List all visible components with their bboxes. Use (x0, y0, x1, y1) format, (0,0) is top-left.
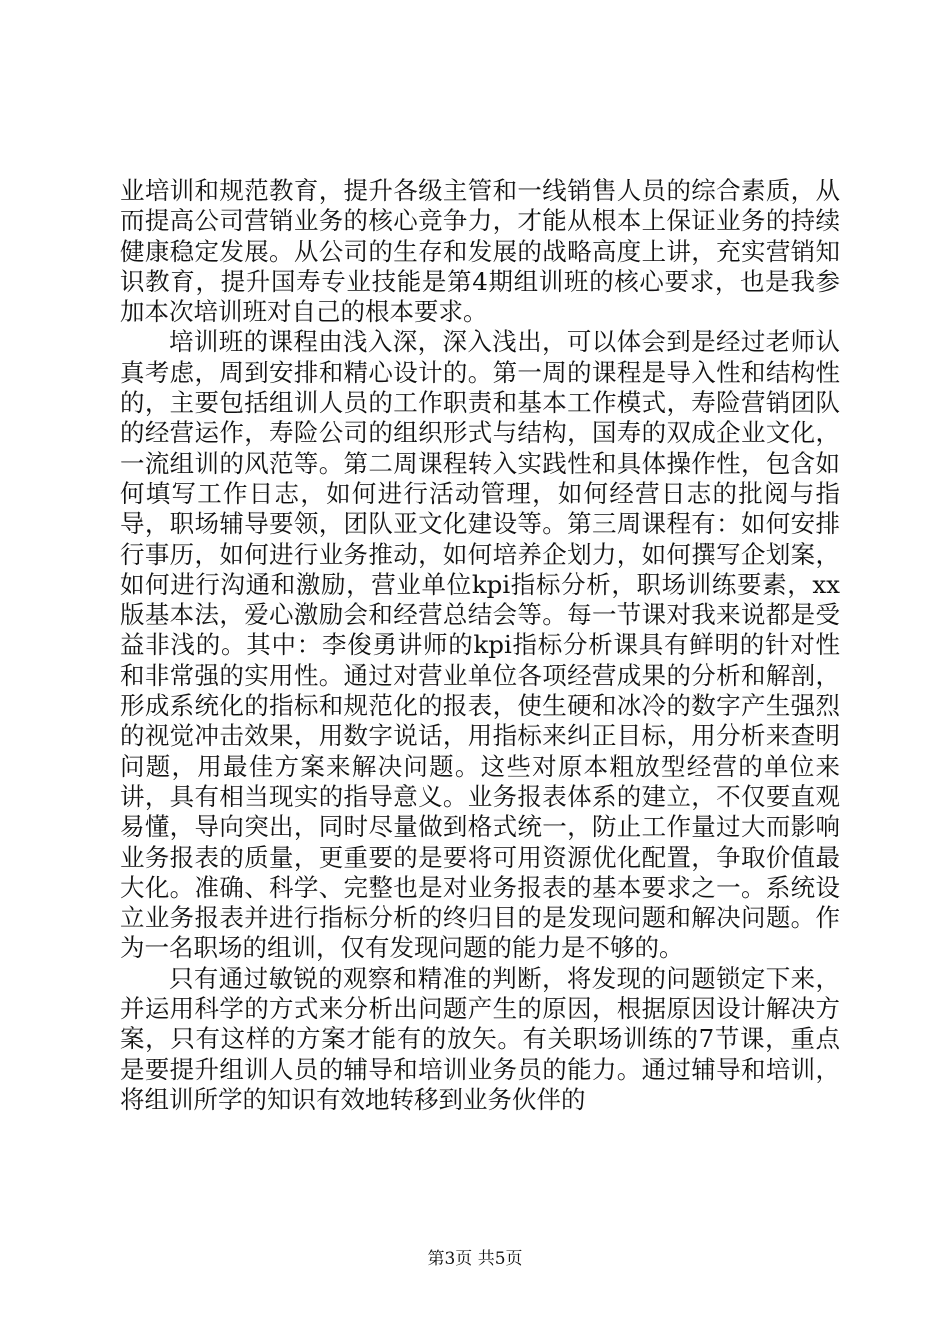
paragraph-continued: 业培训和规范教育，提升各级主管和一线销售人员的综合素质，从而提高公司营销业务的核心竞争力，才能从根本上保证业务的持续健康稳定发展。从公司的生存和发展的战略高度上讲，充实营销知识教育，提升国寿专业技能是第4期组训班的核心要求，也是我参加本次培训班对自己的根本要求。 (120, 176, 840, 327)
paragraph-analysis-training: 只有通过敏锐的观察和精准的判断，将发现的问题锁定下来，并运用科学的方式来分析出问题产生的原因，根据原因设计解决方案，只有这样的方案才能有的放矢。有关职场训练的7节课，重点是要提升组训人员的辅导和培训业务员的能力。通过辅导和培训，将组训所学的知识有效地转移到业务伙伴的 (120, 963, 840, 1114)
document-body (120, 176, 840, 1115)
page-footer: 第3页 共5页 (427, 1249, 523, 1269)
paragraph-course-content: 培训班的课程由浅入深，深入浅出，可以体会到是经过老师认真考虑，周到安排和精心设计的。第一周的课程是导入性和结构性的，主要包括组训人员的工作职责和基本工作模式，寿险营销团队的经营运作，寿险公司的组织形式与结构，国寿的双成企业文化，一流组训的风范等。第二周课程转入实践性和具体操作性，包含如何填写工作日志，如何进行活动管理，如何经营日志的批阅与指导，职场辅导要领，团队亚文化建设等。第三周课程有：如何安排行事历，如何进行业务推动，如何培养企划力，如何撰写企划案，如何进行沟通和激励，营业单位kpi指标分析，职场训练要素，xx版基本法，爱心激励会和经营总结会等。每一节课对我来说都是受益非浅的。其中：李俊勇讲师的kpi指标分析课具有鲜明的针对性和非常强的实用性。通过对营业单位各项经营成果的分析和解剖，形成系统化的指标和规范化的报表，使生硬和冰冷的数字产生强烈的视觉冲击效果，用数字说话，用指标来纠正目标，用分析来查明问题，用最佳方案来解决问题。这些对原本粗放型经营的单位来讲，具有相当现实的指导意义。业务报表体系的建立，不仅要直观易懂，导向突出，同时尽量做到格式统一，防止工作量过大而影响业务报表的质量，更重要的是要将可用资源优化配置，争取价值最大化。准确、科学、完整也是对业务报表的基本要求之一。系统设立业务报表并进行指标分析的终归目的是发现问题和解决问题。作为一名职场的组训，仅有发现问题的能力是不够的。 (120, 327, 840, 963)
